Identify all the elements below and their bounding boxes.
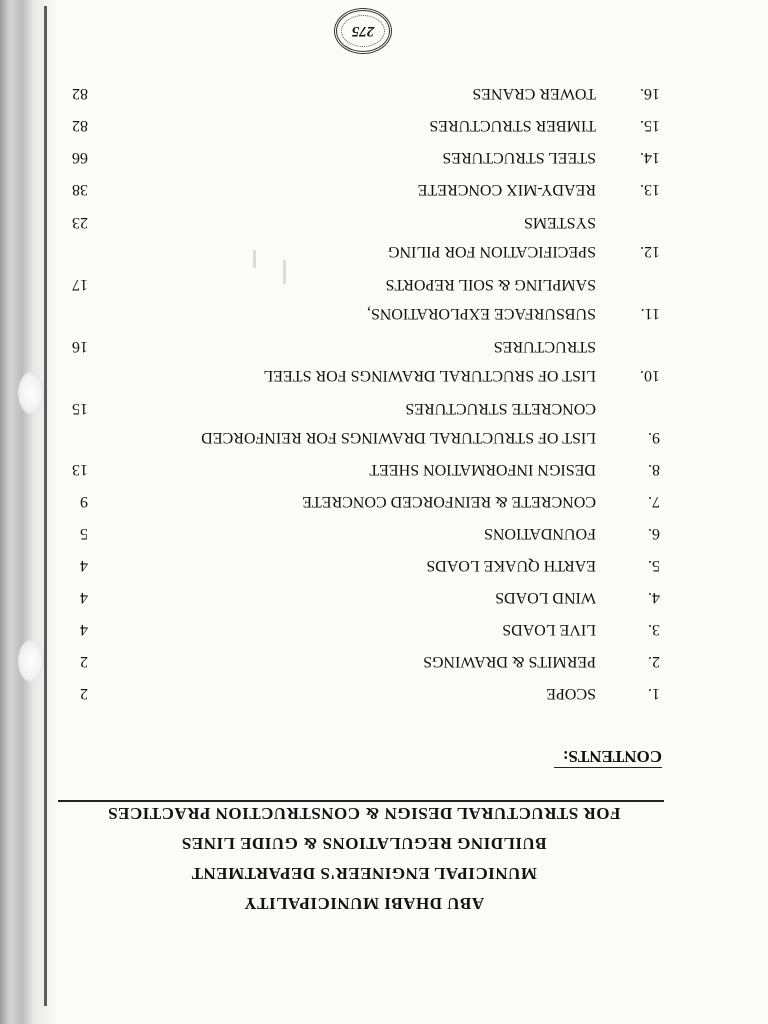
toc-page: 17 [72,276,88,293]
toc-title: TOWER CRANES [472,85,596,102]
toc-number: 16. [640,85,660,102]
toc-page: 4 [80,621,88,638]
toc-title: SUBSURFACE EXPLORATIONS, [366,305,596,322]
header-line-4: FOR STRUCTURAL DESIGN & CONSTRUCTION PRACTICES [107,804,621,823]
toc-row [0,578,768,606]
toc-row [0,170,768,198]
toc-title: SYSTEMS [523,214,596,231]
toc-row [0,642,768,670]
toc-number: 1. [648,685,660,702]
toc-page: 5 [80,525,88,542]
toc-page: 2 [80,685,88,702]
toc-row [0,482,768,510]
toc-title: CONCRETE STRUCTURES [405,400,596,417]
toc-row [0,203,768,231]
toc-page: 13 [72,461,88,478]
toc-title: CONCRETE & REINFORCED CONCRETE [302,493,596,510]
toc-page: 4 [80,557,88,574]
toc-page: 82 [72,85,88,102]
header-line-1: ABU DHABI MUNICIPALITY [243,894,485,913]
toc-row [0,356,768,384]
toc-row [0,514,768,542]
page-number-seal [334,8,392,54]
toc-page: 16 [72,338,88,355]
toc-number: 8. [648,461,660,478]
toc-number: 14. [640,149,660,166]
toc-row [0,265,768,293]
toc-number: 6. [648,525,660,542]
toc-title: EARTH QUAKE LOADS [426,557,596,574]
toc-row [0,546,768,574]
toc-number: 15. [640,117,660,134]
toc-title: SPECIFICATION FOR PILING [387,243,596,260]
toc-row [0,327,768,355]
toc-number: 2. [648,653,660,670]
toc-title: READY-MIX CONCRETE [417,181,596,198]
toc-row [0,389,768,417]
toc-number: 9. [648,429,660,446]
toc-title: STRUCTURES [493,338,596,355]
toc-page: 66 [72,149,88,166]
scan-smudge [283,260,286,284]
seal-inner-ring [341,15,385,47]
toc-page: 9 [80,493,88,510]
contents-title: CONTENTS: [562,747,662,766]
toc-row [0,74,768,102]
toc-number: 7. [648,493,660,510]
scan-smudge [253,250,256,268]
toc-title: TIMBER STRUCTURES [429,117,596,134]
toc-row [0,418,768,446]
toc-title: DESIGN INFORMATION SHEET [369,461,596,478]
toc-page: 2 [80,653,88,670]
toc-row [0,294,768,322]
toc-row [0,674,768,702]
toc-title: SCOPE [546,685,596,702]
toc-title: STEEL STRUCTURES [442,149,596,166]
toc-title: LIST OF STRUCTURAL DRAWINGS FOR REINFORCED [201,429,596,446]
toc-title: LIST OF SRUCTURAL DRAWINGS FOR STEEL [263,367,596,384]
toc-number: 5. [648,557,660,574]
seal-number: 275 [351,23,375,40]
toc-row [0,232,768,260]
toc-row [0,138,768,166]
toc-title: PERMITS & DRAWINGS [423,653,596,670]
toc-row [0,106,768,134]
toc-page: 15 [72,400,88,417]
toc-page: 82 [72,117,88,134]
header-line-3: BUILDING REGULATIONS & GUIDE LINES [181,834,547,853]
toc-title: SAMPLING & SOIL REPORTS [385,276,596,293]
toc-page: 4 [80,589,88,606]
toc-number: 4. [648,589,660,606]
toc-page: 38 [72,181,88,198]
toc-title: LIVE LOADS [502,621,596,638]
toc-number: 13. [640,181,660,198]
toc-title: FOUNDATIONS [483,525,596,542]
header-line-2: MUNICIPAL ENGINEER'S DEPARTMENT [191,864,537,883]
toc-page: 23 [72,214,88,231]
toc-row [0,610,768,638]
toc-number: 11. [640,305,660,322]
toc-row [0,450,768,478]
toc-number: 3. [648,621,660,638]
toc-number: 10. [640,367,660,384]
toc-number: 12. [640,243,660,260]
toc-title: WIND LOADS [495,589,596,606]
